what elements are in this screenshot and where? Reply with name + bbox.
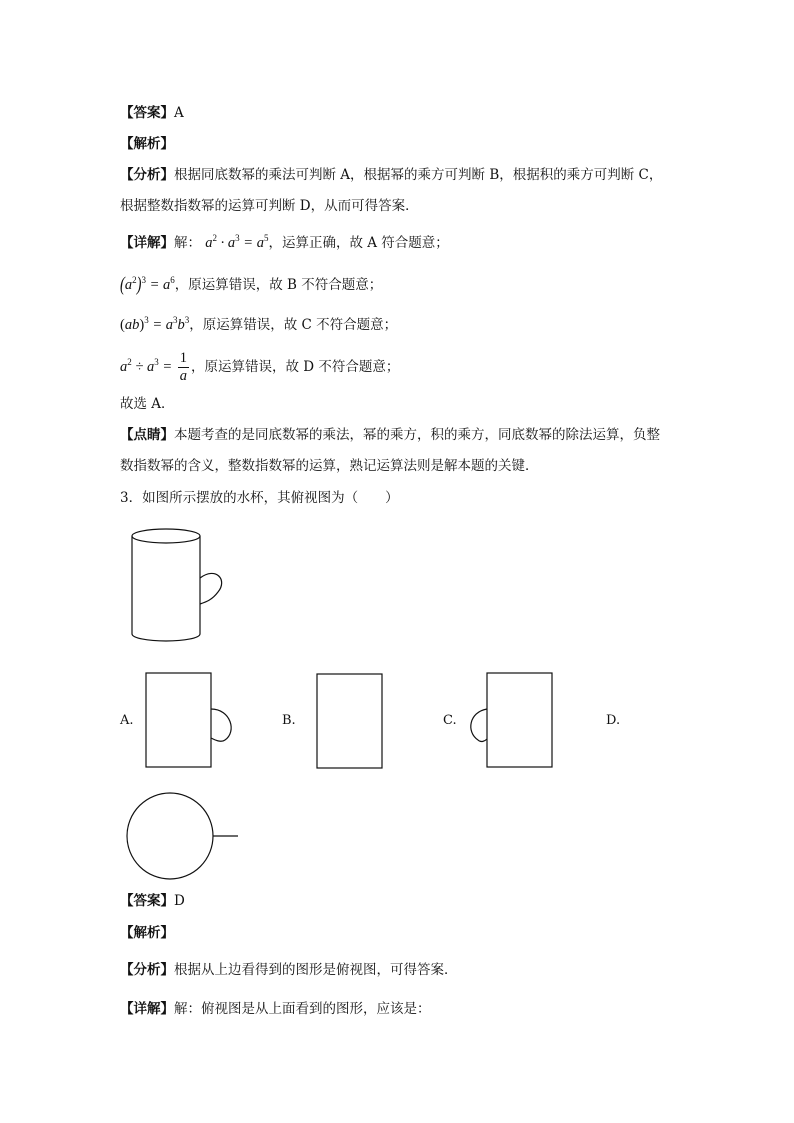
detail-prefix: 解： (174, 235, 201, 251)
q3-fenxi-line (120, 960, 458, 980)
fenxi-tag: 【分析】 (120, 167, 174, 183)
q2-detail-line-a (120, 233, 449, 253)
dianjing-tag: 【点睛】 (120, 427, 174, 443)
q3-stem: 3．如图所示摆放的水杯，其俯视图为（ ） (120, 490, 399, 506)
q2-dianjing-line1 (120, 425, 660, 445)
formula-c: $(ab)^3 = a^3b^3$ (120, 315, 190, 333)
option-a-figure (145, 672, 245, 768)
detail-text: 解：俯视图是从上面看到的图形，应该是： (174, 1001, 431, 1017)
option-b-label: B. (282, 713, 296, 728)
detail-b-text: ，原运算错误，故 B 不符合题意； (174, 277, 383, 293)
option-a-label: A. (120, 713, 134, 728)
dianjing-text-1: 本题考查的是同底数幂的乘法，幂的乘方，积的乘方，同底数幂的除法运算，负整 (174, 427, 660, 443)
q3-detail-line (120, 999, 431, 1019)
q2-answer-line (120, 103, 184, 123)
option-d-label: D. (606, 713, 621, 728)
answer-tag: 【答案】 (120, 893, 174, 909)
q2-dianjing-line2: 数指数幂的含义，整数指数幂的运算，熟记运算法则是解本题的关键． (120, 458, 539, 474)
fenxi-text-1: 根据同底数幂的乘法可判断 A，根据幂的乘方可判断 B，根据积的乘方可判断 C， (174, 167, 663, 183)
q2-detail-line-b (120, 275, 382, 295)
formula-a: $a^2 \cdot a^3 = a^5$ (205, 233, 269, 251)
answer-tag: 【答案】 (120, 105, 174, 121)
detail-tag: 【详解】 (120, 235, 174, 251)
fenxi-tag: 【分析】 (120, 962, 174, 978)
option-b-figure (316, 673, 386, 769)
detail-d-text: ，原运算错误，故 D 不符合题意； (191, 359, 400, 375)
q2-fenxi-line1 (120, 165, 662, 185)
q2-analysis-tag: 【解析】 (120, 136, 174, 152)
q2-fenxi-line2: 根据整数指数幂的运算可判断 D，从而可得答案． (120, 198, 419, 214)
answer-value: A (174, 105, 184, 121)
q3-analysis-tag: 【解析】 (120, 925, 174, 941)
q2-detail-line-c (120, 315, 397, 335)
detail-tag: 【详解】 (120, 1001, 174, 1017)
option-c-figure (468, 672, 558, 768)
cup-figure (126, 522, 226, 646)
formula-b: $(a^2)^3 = a^6$ (120, 274, 175, 296)
detail-a-text: ，运算正确，故 A 符合题意； (268, 235, 449, 251)
answer-value: D (174, 893, 185, 909)
formula-d: $a^2 \div a^3$ = $\frac{1}{a}$ (120, 350, 188, 385)
option-c-label: C. (443, 713, 457, 728)
detail-c-text: ，原运算错误，故 C 不符合题意； (189, 317, 398, 333)
option-d-figure (126, 790, 240, 882)
q2-detail-line-d (120, 350, 399, 385)
q3-answer-line (120, 891, 185, 911)
fenxi-text: 根据从上边看得到的图形是俯视图，可得答案． (174, 962, 458, 978)
q2-conclusion: 故选 A． (120, 396, 175, 412)
